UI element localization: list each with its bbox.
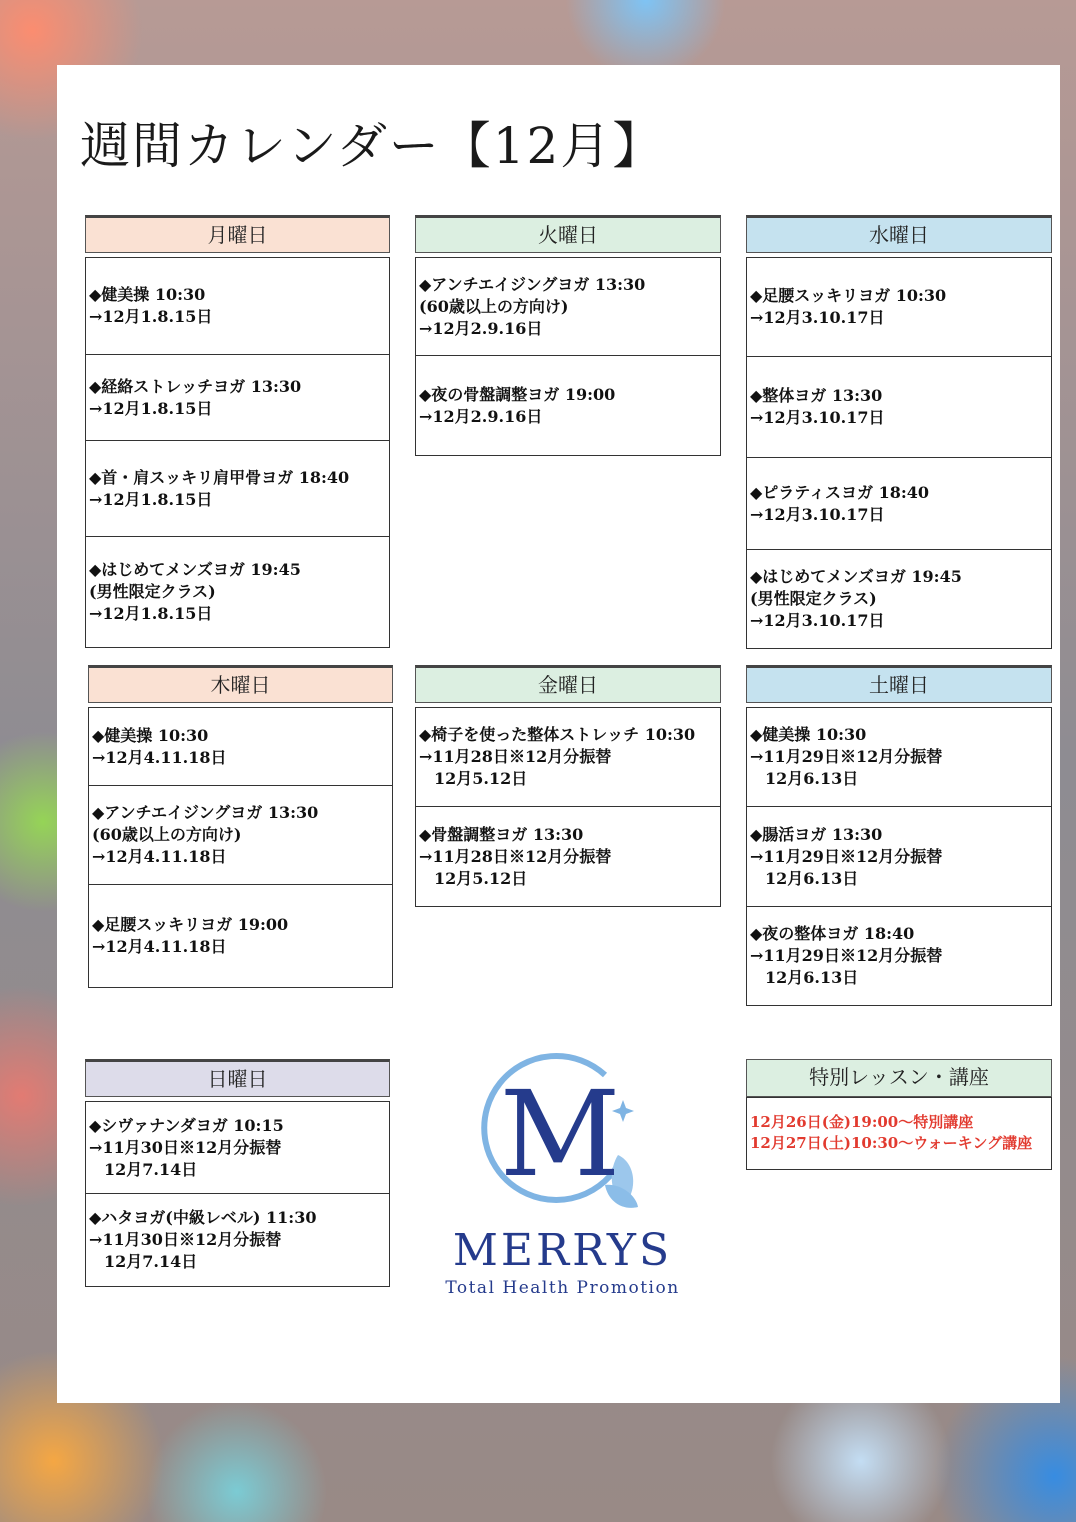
lesson-item	[416, 807, 720, 906]
lesson-dates: →11月29日※12月分振替	[750, 946, 943, 965]
lesson-dates: →12月3.10.17日	[750, 308, 885, 327]
logo-letter: M	[499, 1065, 621, 1203]
lesson-title: ◆整体ヨガ 13:30	[750, 386, 883, 405]
lesson-title: ◆経絡ストレッチヨガ 13:30	[89, 376, 302, 396]
day-monday	[85, 215, 390, 648]
lesson-item	[86, 537, 389, 647]
lesson-title: ◆ハタヨガ(中級レベル) 11:30	[89, 1208, 317, 1227]
day-sunday	[85, 1059, 390, 1287]
lesson-title: ◆はじめてメンズヨガ 19:45	[89, 560, 301, 579]
logo-name: MERRYS	[452, 1225, 673, 1276]
lesson-title: ◆夜の骨盤調整ヨガ 19:00	[419, 384, 616, 404]
lesson-dates: →11月29日※12月分振替	[750, 846, 943, 866]
day-header-monday: 月曜日	[85, 215, 390, 253]
lesson-title: ◆健美操 10:30	[750, 725, 867, 744]
day-header-thursday: 木曜日	[88, 665, 393, 703]
lesson-item	[89, 885, 392, 987]
lesson-dates: 12月7.14日	[104, 1159, 198, 1179]
lesson-item	[416, 708, 720, 807]
lesson-title: ◆はじめてメンズヨガ 19:45	[750, 567, 962, 586]
special-lesson-item: 12月27日(土)10:30～ウォーキング講座	[750, 1134, 1033, 1152]
lesson-note: (60歳以上の方向け)	[419, 296, 569, 316]
logo-emblem-icon	[440, 1045, 690, 1225]
lesson-dates: 12月6.13日	[765, 968, 859, 987]
lesson-item	[86, 258, 389, 355]
lesson-dates: →12月3.10.17日	[750, 611, 885, 630]
page-title: 週間カレンダー【12月】	[80, 117, 665, 175]
lesson-title: ◆足腰スッキリヨガ 19:00	[92, 915, 289, 934]
lesson-dates: →12月1.8.15日	[89, 604, 213, 623]
lesson-dates: →12月3.10.17日	[750, 504, 885, 524]
lesson-item	[86, 441, 389, 537]
day-thursday	[88, 665, 393, 988]
lesson-dates: →11月28日※12月分振替	[419, 747, 612, 766]
lesson-title: ◆腸活ヨガ 13:30	[750, 824, 883, 844]
day-header-sunday: 日曜日	[85, 1059, 390, 1097]
lesson-dates: →11月28日※12月分振替	[419, 846, 612, 866]
day-header-wednesday: 水曜日	[746, 215, 1052, 253]
logo-tagline: Total Health Promotion	[445, 1278, 680, 1298]
lesson-note: (男性限定クラス)	[750, 589, 877, 608]
lesson-dates: →11月30日※12月分振替	[89, 1137, 282, 1157]
lesson-item	[86, 1102, 389, 1194]
day-tuesday	[415, 215, 721, 456]
lesson-item	[747, 907, 1051, 1005]
lesson-title: ◆健美操 10:30	[92, 725, 209, 745]
lesson-list-friday	[415, 707, 721, 907]
merrys-logo	[440, 1045, 690, 1305]
lesson-title: ◆アンチエイジングヨガ 13:30	[419, 274, 646, 294]
lesson-item	[747, 357, 1051, 458]
lesson-dates: →12月1.8.15日	[89, 307, 213, 326]
lesson-list-thursday	[88, 707, 393, 988]
lesson-dates: →12月1.8.15日	[89, 398, 213, 418]
lesson-title: ◆ピラティスヨガ 18:40	[750, 482, 930, 502]
special-lessons	[746, 1059, 1052, 1170]
lesson-title: ◆足腰スッキリヨガ 10:30	[750, 286, 947, 305]
day-header-tuesday: 火曜日	[415, 215, 721, 253]
lesson-list-saturday	[746, 707, 1052, 1006]
lesson-dates: →11月30日※12月分振替	[89, 1230, 282, 1249]
lesson-item	[86, 1194, 389, 1286]
lesson-item	[747, 550, 1051, 648]
lesson-item	[89, 786, 392, 885]
lesson-title: ◆アンチエイジングヨガ 13:30	[92, 803, 319, 822]
lesson-dates: →11月29日※12月分振替	[750, 747, 943, 766]
lesson-note: (60歳以上の方向け)	[92, 825, 242, 844]
special-lesson-item: 12月26日(金)19:00～特別講座	[750, 1113, 974, 1131]
lesson-dates: →12月2.9.16日	[419, 318, 543, 338]
lesson-dates: 12月5.12日	[434, 769, 528, 788]
lesson-title: ◆シヴァナンダヨガ 10:15	[89, 1115, 284, 1135]
lesson-item	[416, 258, 720, 356]
lesson-dates: 12月5.12日	[434, 868, 528, 888]
special-lessons-list	[746, 1097, 1052, 1170]
lesson-item	[86, 355, 389, 441]
lesson-item	[747, 807, 1051, 907]
lesson-dates: →12月4.11.18日	[92, 847, 227, 866]
day-saturday	[746, 665, 1052, 1006]
lesson-item	[89, 708, 392, 786]
lesson-list-wednesday	[746, 257, 1052, 649]
lesson-dates: →12月4.11.18日	[92, 937, 227, 956]
lesson-dates: 12月6.13日	[765, 769, 859, 788]
lesson-dates: →12月1.8.15日	[89, 489, 213, 509]
lesson-title: ◆健美操 10:30	[89, 285, 206, 304]
lesson-item	[747, 258, 1051, 357]
day-header-saturday: 土曜日	[746, 665, 1052, 703]
lesson-dates: →12月3.10.17日	[750, 408, 885, 427]
lesson-item	[747, 708, 1051, 807]
day-friday	[415, 665, 721, 907]
lesson-dates: 12月6.13日	[765, 868, 859, 888]
lesson-title: ◆骨盤調整ヨガ 13:30	[419, 824, 584, 844]
lesson-note: (男性限定クラス)	[89, 582, 216, 601]
lesson-list-monday	[85, 257, 390, 648]
lesson-list-sunday	[85, 1101, 390, 1287]
lesson-list-tuesday	[415, 257, 721, 456]
lesson-dates: →12月2.9.16日	[419, 406, 543, 426]
day-header-friday: 金曜日	[415, 665, 721, 703]
lesson-dates: →12月4.11.18日	[92, 747, 227, 767]
lesson-dates: 12月7.14日	[104, 1252, 198, 1271]
lesson-title: ◆椅子を使った整体ストレッチ 10:30	[419, 725, 696, 744]
lesson-title: ◆夜の整体ヨガ 18:40	[750, 924, 915, 943]
lesson-item	[747, 458, 1051, 550]
lesson-title: ◆首・肩スッキリ肩甲骨ヨガ 18:40	[89, 467, 350, 487]
lesson-item	[416, 356, 720, 455]
day-wednesday	[746, 215, 1052, 649]
special-lessons-header: 特別レッスン・講座	[746, 1059, 1052, 1097]
